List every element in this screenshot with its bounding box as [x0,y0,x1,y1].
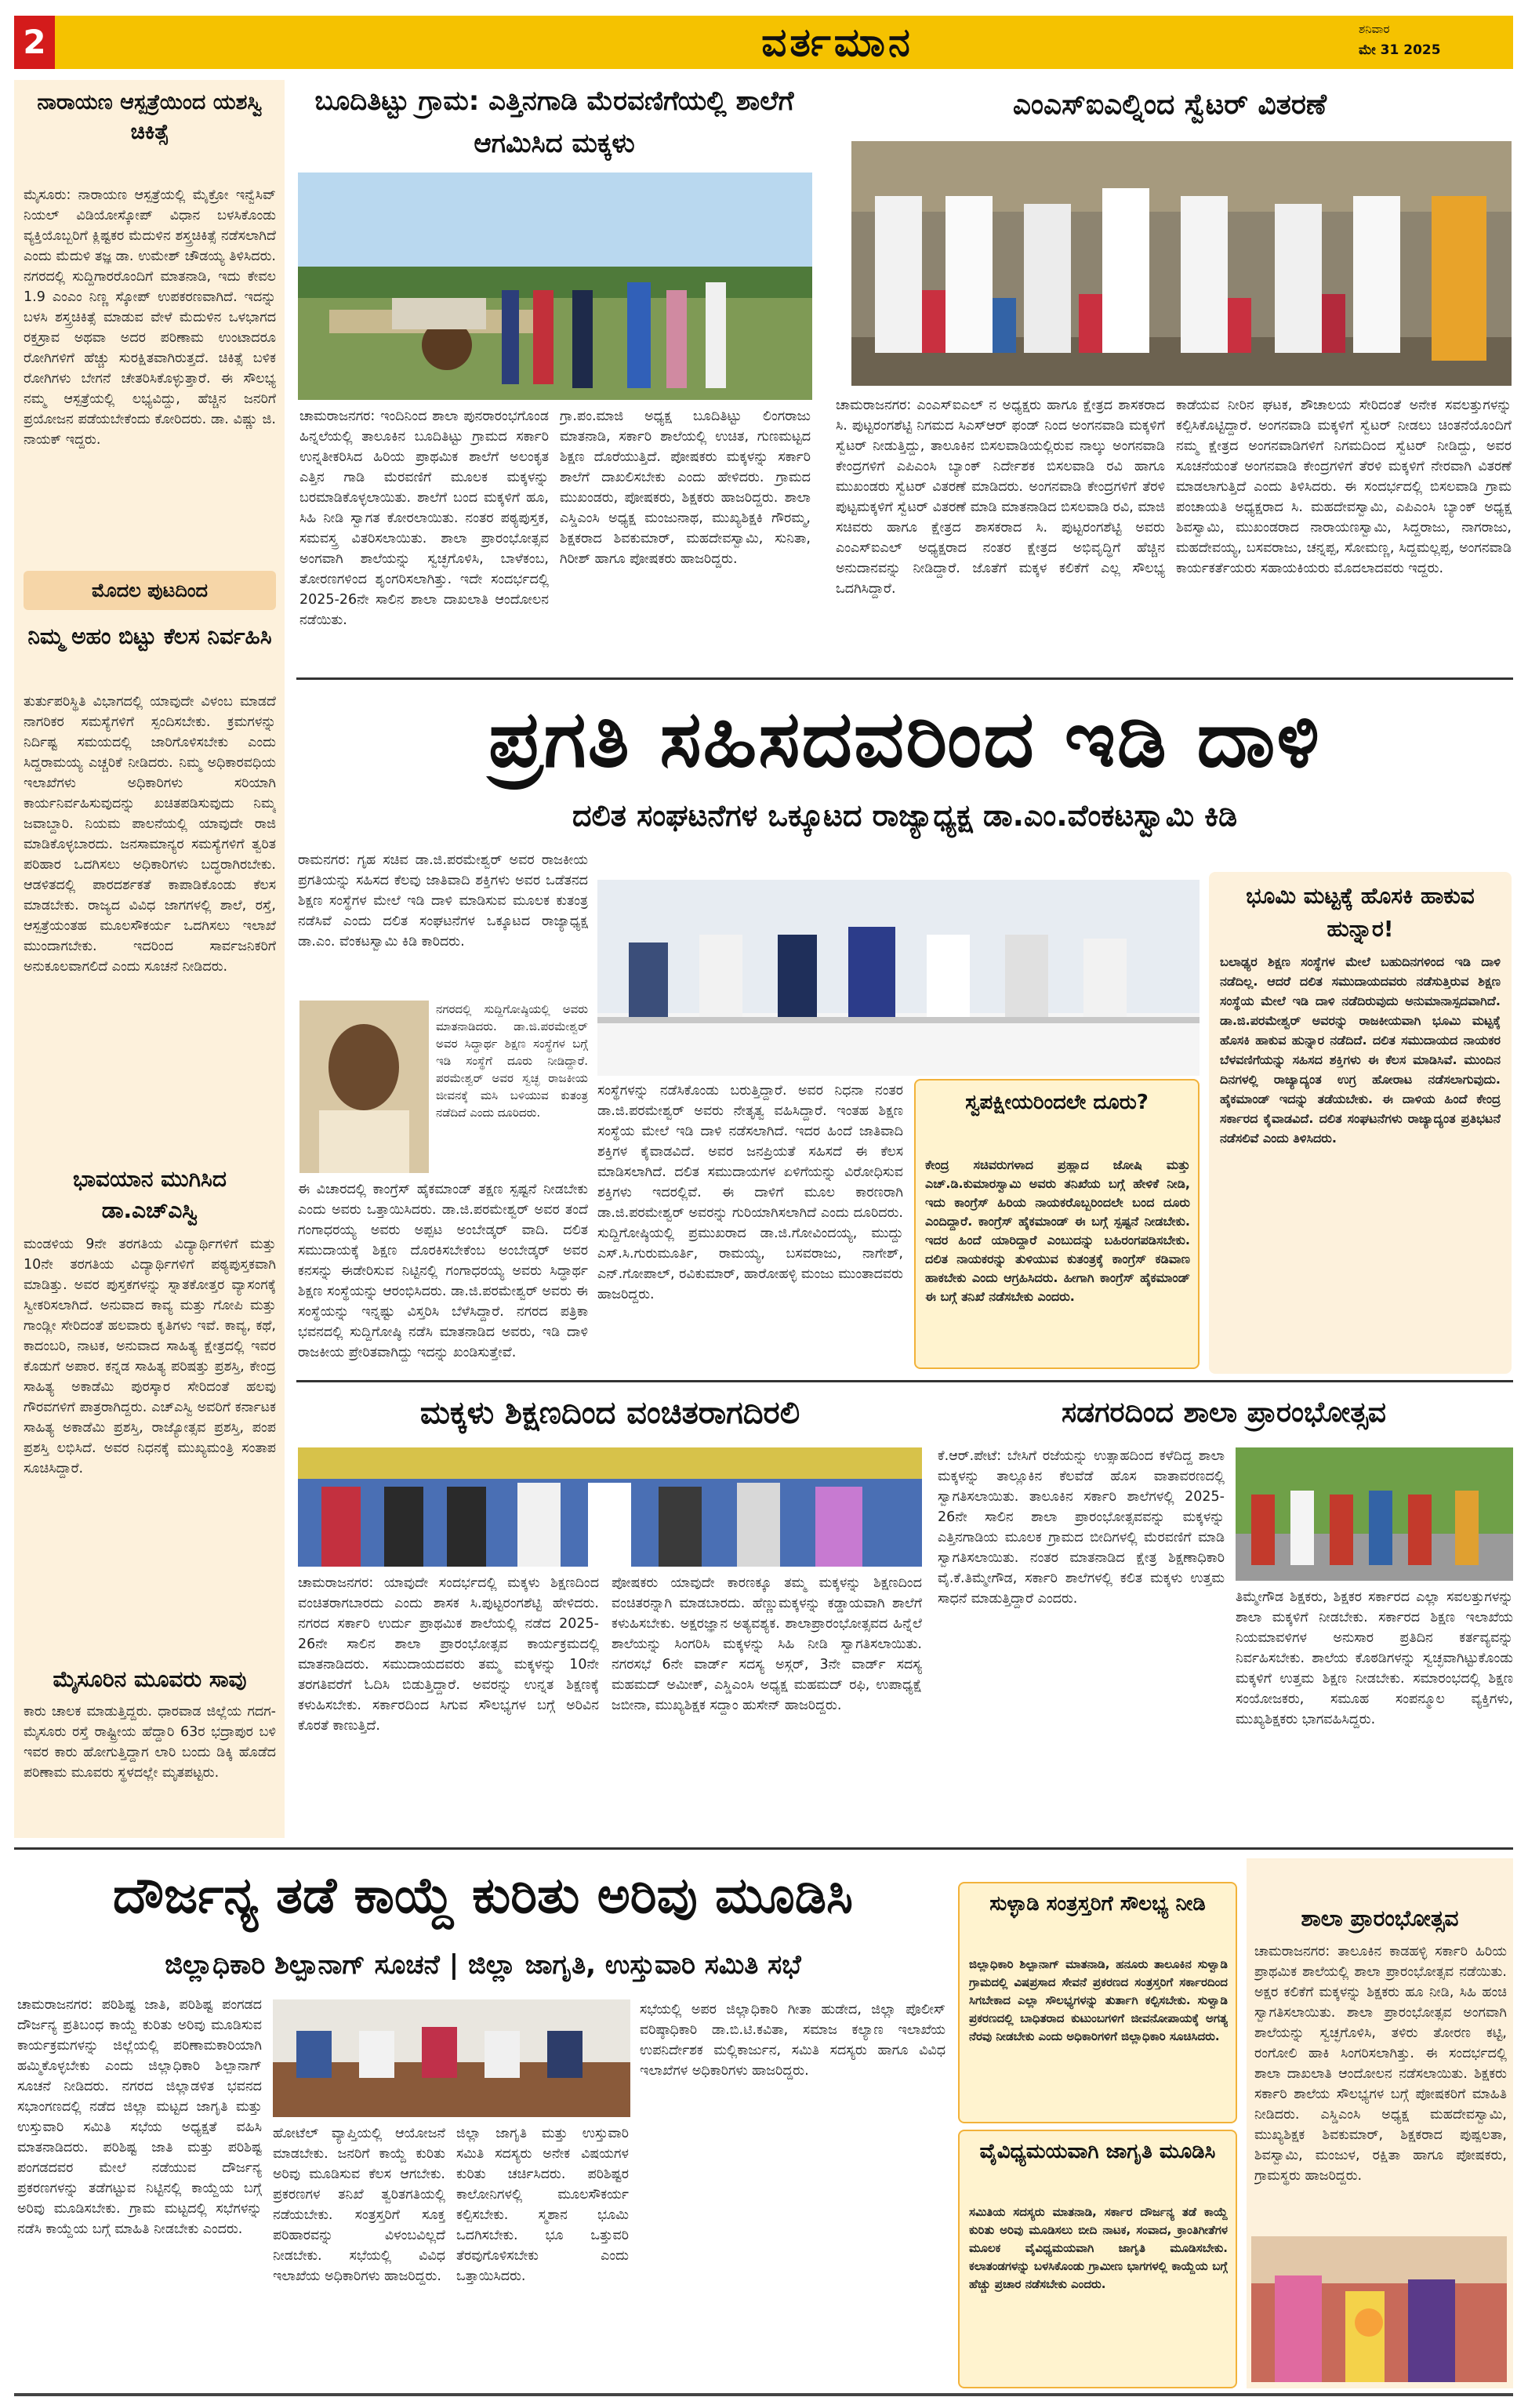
box-body: ಜಿಲ್ಲಾಧಿಕಾರಿ ಶಿಲ್ಪಾನಾಗ್ ಮಾತನಾಡಿ, ಹನೂರು ತಾಲೂಕಿನ ಸುಳ್ವಾಡಿ ಗ್ರಾಮದಲ್ಲಿ ವಿಷಪ್ರಸಾದ ಸೇವನೆ ಪ್ರಕರಣದ ಸಂತ್ರಸ್ತರಿಗೆ ಸರ್ಕಾರದಿಂದ ಸಿಗಬೇಕಾದ ಎಲ್ಲಾ ಸೌಲಭ್ಯಗಳನ್ನು ತುರ್ತಾಗಿ ಕಲ್ಪಿಸಬೇಕು. ಸುಳ್ವಾಡಿ ಪ್ರಕರಣದಲ್ಲಿ ಬಾಧಿತರಾದ ಕುಟುಂಬಗಳಿಗೆ ಜೀವನೋಪಾಯಕ್ಕೆ ಅಗತ್ಯ ನೆರವು ನೀಡಬೇಕು ಎಂದು ಅಧಿಕಾರಿಗಳಿಗೆ ಜಿಲ್ಲಾಧಿಕಾರಿ ಸೂಚಿಸಿದರು. [969,1957,1228,2043]
article-body: ಚಾಮರಾಜನಗರ: ತಾಲೂಕಿನ ಕಾಡಹಳ್ಳಿ ಸರ್ಕಾರಿ ಹಿರಿಯ ಪ್ರಾಥಮಿಕ ಶಾಲೆಯಲ್ಲಿ ಶಾಲಾ ಪ್ರಾರಂಭೋತ್ಸವ ನಡೆಯಿತು. ಅಕ್ಷರ ಕಲಿಕೆಗೆ ಮಕ್ಕಳನ್ನು ಶಿಕ್ಷಕರು ಹೂ ನೀಡಿ, ಸಿಹಿ ಹಂಚಿ ಸ್ವಾಗತಿಸಲಾಯಿತು. ಶಾಲಾ ಪ್ರಾರಂಭೋತ್ಸವ ಅಂಗವಾಗಿ ಶಾಲೆಯನ್ನು ಸ್ವಚ್ಛಗೊಳಿಸಿ, ತಳಿರು ತೋರಣ ಕಟ್ಟಿ, ರಂಗೋಲಿ ಹಾಕಿ ಸಿಂಗರಿಸಲಾಗಿತ್ತು. ಈ ಸಂದರ್ಭದಲ್ಲಿ ಶಾಲಾ ದಾಖಲಾತಿ ಆಂದೋಲನ ನಡೆಸಲಾಯಿತು. ಶಿಕ್ಷಕರು ಸರ್ಕಾರಿ ಶಾಲೆಯ ಸೌಲಭ್ಯಗಳ ಬಗ್ಗೆ ಪೋಷಕರಿಗೆ ಮಾಹಿತಿ ನೀಡಿದರು. ಎಸ್ಡಿಎಂಸಿ ಅಧ್ಯಕ್ಷ ಮಹದೇವಸ್ವಾಮಿ, ಮುಖ್ಯಶಿಕ್ಷಕ ಶಿವಕುಮಾರ್, ಶಿಕ್ಷಕರಾದ ಪುಷ್ಪಲತಾ, ಶಿವಸ್ವಾಮಿ, ಮಂಜುಳ, ರಕ್ಷಿತಾ ಹಾಗೂ ಪೋಷಕರು, ಗ್ರಾಮಸ್ಥರು ಹಾಜರಿದ್ದರು. [1254,1944,1507,2184]
photo-meeting [273,1999,630,2117]
article-body: ಕೆ.ಆರ್.ಪೇಟೆ: ಬೇಸಿಗೆ ರಜೆಯನ್ನು ಉತ್ಸಾಹದಿಂದ ಕಳೆದಿದ್ದ ಶಾಲಾ ಮಕ್ಕಳನ್ನು ತಾಲ್ಲೂಕಿನ ಕೆಲವೆಡೆ ಹೊಸ ವಾತಾವರಣದಲ್ಲಿ ಸ್ವಾಗತಿಸಲಾಯಿತು. ತಾಲೂಕಿನ ಸರ್ಕಾರಿ ಶಾಲೆಗಳಲ್ಲಿ 2025-26ನೇ ಸಾಲಿನ ಶಾಲಾ ಪ್ರಾರಂಭೋತ್ಸವವನ್ನು ಮಕ್ಕಳನ್ನು ಎತ್ತಿನಗಾಡಿಯ ಮೂಲಕ ಗ್ರಾಮದ ಬೀದಿಗಳಲ್ಲಿ ಮೆರವಣಿಗೆ ಮಾಡಿ ಸ್ವಾಗತಿಸಲಾಯಿತು. ನಂತರ ಮಾತನಾಡಿದ ಕ್ಷೇತ್ರ ಶಿಕ್ಷಣಾಧಿಕಾರಿ ವೈ.ಕೆ.ತಿಮ್ಮೇಗೌಡ, ಸರ್ಕಾರಿ ಶಾಲೆಗಳಲ್ಲಿ ಕಲಿತ ಮಕ್ಕಳು ಉತ್ತಮ ಸಾಧನೆ ಮಾಡುತ್ತಿದ್ದಾರೆ ಎಂದರು. [938,1448,1225,1607]
article-body: ರಾಮನಗರ: ಗೃಹ ಸಚಿವ ಡಾ.ಜಿ.ಪರಮೇಶ್ವರ್ ಅವರ ರಾಜಕೀಯ ಪ್ರಗತಿಯನ್ನು ಸಹಿಸದ ಕೆಲವು ಜಾತಿವಾದಿ ಶಕ್ತಿಗಳು ಅವರ ಒಡೆತನದ ಶಿಕ್ಷಣ ಸಂಸ್ಥೆಗಳ ಮೇಲೆ ಇಡಿ ದಾಳಿ ಮಾಡಿಸುವ ಮೂಲಕ ಕುತಂತ್ರ ನಡೆಸಿವೆ ಎಂದು ದಲಿತ ಸಂಘಟನೆಗಳ ಒಕ್ಕೂಟದ ರಾಜ್ಯಾಧ್ಯಕ್ಷ ಡಾ.ಎಂ. ವೆಂಕಟಸ್ವಾಮಿ ಕಿಡಿ ಕಾರಿದರು. [298,852,588,950]
box-body: ಕೇಂದ್ರ ಸಚಿವರುಗಳಾದ ಪ್ರಹ್ಲಾದ ಜೋಷಿ ಮತ್ತು ಎಚ್.ಡಿ.ಕುಮಾರಸ್ವಾಮಿ ಅವರು ತನಿಖೆಯ ಬಗ್ಗೆ ಹೇಳಿಕೆ ನೀಡಿ, ಇದು ಕಾಂಗ್ರೆಸ್ ಹಿರಿಯ ನಾಯಕರೊಬ್ಬರಿಂದಲೇ ಬಂದ ದೂರು ಎಂದಿದ್ದಾರೆ. ಕಾಂಗ್ರೆಸ್ ಹೈಕಮಾಂಡ್ ಈ ಬಗ್ಗೆ ಸ್ಪಷ್ಟನೆ ನೀಡಬೇಕು. ಇದರ ಹಿಂದೆ ಯಾರಿದ್ದಾರೆ ಎಂಬುದನ್ನು ಬಹಿರಂಗಪಡಿಸಬೇಕು. ದಲಿತ ನಾಯಕರನ್ನು ತುಳಿಯುವ ಕುತಂತ್ರಕ್ಕೆ ಕಾಂಗ್ರೆಸ್ ಕಡಿವಾಣ ಹಾಕಬೇಕು ಎಂದು ಆಗ್ರಹಿಸಿದರು. ಹೀಗಾಗಿ ಕಾಂಗ್ರೆಸ್ ಹೈಕಮಾಂಡ್ ಈ ಬಗ್ಗೆ ತನಿಖೆ ನಡೆಸಬೇಕು ಎಂದರು. [925,1157,1190,1304]
masthead-date: ಮೇ 31 2025 [1359,42,1441,58]
section-label: ಮೊದಲ ಪುಟದಿಂದ [24,571,276,610]
box-title: ಸುಳ್ಳಾಡಿ ಸಂತ್ರಸ್ತರಿಗೆ ಸೌಲಭ್ಯ ನೀಡಿ [989,1892,1206,1916]
article-title: ಮೈಸೂರಿನ ಮೂವರು ಸಾವು [53,1666,247,1692]
box-title: ವೈವಿಧ್ಯಮಯವಾಗಿ ಜಾಗೃತಿ ಮೂಡಿಸಿ [979,2140,1216,2163]
article-body: ಹೋಟೆಲ್ ವ್ಯಾಪ್ತಿಯಲ್ಲಿ ಆಯೋಜನೆ ಮಾಡಬೇಕು. ಜನರಿಗೆ ಕಾಯ್ದೆ ಕುರಿತು ಅರಿವು ಮೂಡಿಸುವ ಕೆಲಸ ಆಗಬೇಕು. ಪ್ರಕರಣಗಳ ತನಿಖೆ ತ್ವರಿತಗತಿಯಲ್ಲಿ ನಡೆಯಬೇಕು. ಸಂತ್ರಸ್ತರಿಗೆ ಸೂಕ್ತ ಪರಿಹಾರವನ್ನು ವಿಳಂಬವಿಲ್ಲದೆ ನೀಡಬೇಕು. ಸಭೆಯಲ್ಲಿ ವಿವಿಧ ಇಲಾಖೆಯ ಅಧಿಕಾರಿಗಳು ಹಾಜರಿದ್ದರು. [273,2126,445,2284]
article-body: ಕಾರು ಚಾಲಕ ಮಾಡುತ್ತಿದ್ದರು. ಧಾರವಾಡ ಜಿಲ್ಲೆಯ ಗದಗ-ಮೈಸೂರು ರಸ್ತೆ ರಾಷ್ಟ್ರೀಯ ಹೆದ್ದಾರಿ 63ರ ಭದ್ರಾಪುರ ಬಳಿ ಇವರ ಕಾರು ಹೋಗುತ್ತಿದ್ದಾಗ ಲಾರಿ ಬಂದು ಡಿಕ್ಕಿ ಹೊಡೆದ ಪರಿಣಾಮ ಮೂವರು ಸ್ಥಳದಲ್ಲೇ ಮೃತಪಟ್ಟರು. [24,1704,276,1781]
article-body: ಜಿಲ್ಲಾ ಜಾಗೃತಿ ಮತ್ತು ಉಸ್ತುವಾರಿ ಸಮಿತಿ ಸದಸ್ಯರು ಅನೇಕ ವಿಷಯಗಳ ಕುರಿತು ಚರ್ಚಿಸಿದರು. ಪರಿಶಿಷ್ಟರ ಕಾಲೋನಿಗಳಲ್ಲಿ ಮೂಲಸೌಕರ್ಯ ಕಲ್ಪಿಸಬೇಕು. ಸ್ಮಶಾನ ಭೂಮಿ ಒದಗಿಸಬೇಕು. ಭೂ ಒತ್ತುವರಿ ತೆರವುಗೊಳಿಸಬೇಕು ಎಂದು ಒತ್ತಾಯಿಸಿದರು. [456,2126,629,2284]
page-number: 2 [14,16,55,69]
divider [14,1847,1513,1850]
portrait-photo [299,1001,429,1173]
article-body: ಮಂಡಳಿಯ 9ನೇ ತರಗತಿಯ ವಿದ್ಯಾರ್ಥಿಗಳಿಗೆ ಮತ್ತು 10ನೇ ತರಗತಿಯ ವಿದ್ಯಾರ್ಥಿಗಳಿಗೆ ಪಠ್ಯಪುಸ್ತಕವಾಗಿ ಮಾಡಿತ್ತು. ಅವರ ಪುಸ್ತಕಗಳನ್ನು ಸ್ನಾತಕೋತ್ತರ ವ್ಯಾಸಂಗಕ್ಕೆ ಸ್ವೀಕರಿಸಲಾಗಿದೆ. ಅನುವಾದ ಕಾವ್ಯ ಮತ್ತು ಗೋಪಿ ಮತ್ತು ಗಾಂಡ್ಲೀ ಸೇರಿದಂತೆ ಹಲವಾರು ಕೃತಿಗಳು ಇವೆ. ಕಾವ್ಯ, ಕಥೆ, ಕಾದಂಬರಿ, ನಾಟಕ, ಅನುವಾದ ಸಾಹಿತ್ಯ ಕ್ಷೇತ್ರದಲ್ಲಿ ಇವರ ಕೊಡುಗೆ ಅಪಾರ. ಕನ್ನಡ ಸಾಹಿತ್ಯ ಪರಿಷತ್ತು ಪ್ರಶಸ್ತಿ, ಕೇಂದ್ರ ಸಾಹಿತ್ಯ ಅಕಾಡೆಮಿ ಪುರಸ್ಕಾರ ಸೇರಿದಂತೆ ಹಲವು ಗೌರವಗಳಿಗೆ ಪಾತ್ರರಾಗಿದ್ದರು. ಎಚ್ಎಸ್ವಿ ಅವರಿಗೆ ಕರ್ನಾಟಕ ಸಾಹಿತ್ಯ ಅಕಾಡೆಮಿ ಪ್ರಶಸ್ತಿ, ರಾಜ್ಯೋತ್ಸವ ಪ್ರಶಸ್ತಿ, ಪಂಪ ಪ್ರಶಸ್ತಿ ಲಭಿಸಿದೆ. ಅವರ ನಿಧನಕ್ಕೆ ಮುಖ್ಯಮಂತ್ರಿ ಸಂತಾಪ ಸೂಚಿಸಿದ್ದಾರೆ. [24,1237,276,1476]
article-body: ಸಭೆಯಲ್ಲಿ ಅಪರ ಜಿಲ್ಲಾಧಿಕಾರಿ ಗೀತಾ ಹುಡೇದ, ಜಿಲ್ಲಾ ಪೊಲೀಸ್ ವರಿಷ್ಠಾಧಿಕಾರಿ ಡಾ.ಬಿ.ಟಿ.ಕವಿತಾ, ಸಮಾಜ ಕಲ್ಯಾಣ ಇಲಾಖೆಯ ಉಪನಿರ್ದೇಶಕ ಮಲ್ಲಿಕಾರ್ಜುನ, ಸಮಿತಿ ಸದಸ್ಯರು ಹಾಗೂ ವಿವಿಧ ಇಲಾಖೆಗಳ ಅಧಿಕಾರಿಗಳು ಹಾಜರಿದ್ದರು. [640,2002,945,2079]
article-body: ಗ್ರಾ.ಪಂ.ಮಾಜಿ ಅಧ್ಯಕ್ಷ ಬೂದಿತಿಟ್ಟು ಲಿಂಗರಾಜು ಮಾತನಾಡಿ, ಸರ್ಕಾರಿ ಶಾಲೆಯಲ್ಲಿ ಉಚಿತ, ಗುಣಮಟ್ಟದ ಶಿಕ್ಷಣ ದೊರೆಯುತ್ತಿದೆ. ಪೋಷಕರು ಮಕ್ಕಳನ್ನು ಸರ್ಕಾರಿ ಶಾಲೆಗೆ ದಾಖಲಿಸಬೇಕು ಎಂದು ಹೇಳಿದರು. ಗ್ರಾಮದ ಮುಖಂಡರು, ಪೋಷಕರು, ಶಿಕ್ಷಕರು ಹಾಜರಿದ್ದರು. ಶಾಲಾ ಎಸ್ಡಿಎಂಸಿ ಅಧ್ಯಕ್ಷ ಮಂಜುನಾಥ, ಮುಖ್ಯಶಿಕ್ಷಕಿ ಗೌರಮ್ಮ, ಶಿಕ್ಷಕರಾದ ಶಿವಕುಮಾರ್, ಮಹದೇವಸ್ವಾಮಿ, ಸುನಿತಾ, ಗಿರೀಶ್ ಹಾಗೂ ಪೋಷಕರು ಹಾಜರಿದ್ದರು. [560,409,811,567]
divider [296,677,1513,680]
lead-subhead: ದಲಿತ ಸಂಘಟನೆಗಳ ಒಕ್ಕೂಟದ ರಾಜ್ಯಾಧ್ಯಕ್ಷ ಡಾ.ಎಂ.ವೆಂಕಟಸ್ವಾಮಿ ಕಿಡಿ [572,798,1238,833]
box-title: ಭೂಮಿ ಮಟ್ಟಕ್ಕೆ ಹೊಸಕಿ ಹಾಕುವ ಹುನ್ನಾರ! [1246,883,1475,942]
article-title: ಶಾಲಾ ಪ್ರಾರಂಭೋತ್ಸವ [1301,1905,1459,1931]
article-body: ಕಾಡೆಯವ ನೀರಿನ ಘಟಕ, ಶೌಚಾಲಯ ಸೇರಿದಂತೆ ಅನೇಕ ಸವಲತ್ತುಗಳನ್ನು ಕಲ್ಪಿಸಿಕೊಟ್ಟಿದ್ದಾರೆ. ಅಂಗನವಾಡಿ ಮಕ್ಕಳಿಗೆ ಸ್ವೆಟರ್ ನೀಡಲು ಚಿಂತನೆಯೊಂದಿಗೆ ನಮ್ಮ ಕ್ಷೇತ್ರದ ಅಂಗನವಾಡಿಗಳಿಗೆ ನಿಗಮದಿಂದ ಸ್ವೆಟರ್ ನೀಡಿದ್ದು, ಅವರ ಸೂಚನೆಯಂತೆ ಅಂಗನವಾಡಿ ಕೇಂದ್ರಗಳಿಗೆ ತೆರಳಿ ಮಕ್ಕಳಿಗೆ ನೇರವಾಗಿ ವಿತರಣೆ ಮಾಡಲಾಗುತ್ತಿದೆ ಎಂದು ತಿಳಿಸಿದರು. ಈ ಸಂದರ್ಭದಲ್ಲಿ ಬಿಸಲವಾಡಿ ಗ್ರಾಮ ಪಂಚಾಯತಿ ಅಧ್ಯಕ್ಷರಾದ ಸಿ. ಮಹದೇವಸ್ವಾಮಿ, ಎಪಿಎಂಸಿ ಬ್ಯಾಂಕ್ ಅಧ್ಯಕ್ಷ ಶಿವಸ್ವಾಮಿ, ಮುಖಂಡರಾದ ನಾರಾಯಣಸ್ವಾಮಿ, ಸಿದ್ದರಾಜು, ನಾಗರಾಜು, ಮಹದೇವಯ್ಯ, ಬಸವರಾಜು, ಚನ್ನಪ್ಪ, ಸೋಮಣ್ಣ, ಸಿದ್ದಮಲ್ಲಪ್ಪ, ಅಂಗನವಾಡಿ ಕಾರ್ಯಕರ್ತೆಯರು ಸಹಾಯಕಿಯರು ಮೊದಲಾದವರು ಇದ್ದರು. [1176,398,1512,576]
masthead-day: ಶನಿವಾರ [1359,22,1390,36]
article-body: ಚಾಮರಾಜನಗರ: ಇಂದಿನಿಂದ ಶಾಲಾ ಪುನರಾರಂಭಗೊಂಡ ಹಿನ್ನಲೆಯಲ್ಲಿ ತಾಲೂಕಿನ ಬೂದಿತಿಟ್ಟು ಗ್ರಾಮದ ಸರ್ಕಾರಿ ಉನ್ನತೀಕರಿಸಿದ ಹಿರಿಯ ಪ್ರಾಥಮಿಕ ಶಾಲೆಗೆ ಅಲಂಕೃತ ಎತ್ತಿನ ಗಾಡಿ ಮೆರವಣಿಗೆ ಮೂಲಕ ಮಕ್ಕಳನ್ನು ಬರಮಾಡಿಕೊಳ್ಳಲಾಯಿತು. ಶಾಲೆಗೆ ಬಂದ ಮಕ್ಕಳಿಗೆ ಹೂ, ಸಿಹಿ ನೀಡಿ ಸ್ವಾಗತ ಕೋರಲಾಯಿತು. ನಂತರ ಪಠ್ಯಪುಸ್ತಕ, ಸಮವಸ್ತ್ರ ವಿತರಿಸಲಾಯಿತು. ಶಾಲಾ ಪ್ರಾರಂಭೋತ್ಸವ ಅಂಗವಾಗಿ ಶಾಲೆಯನ್ನು ಸ್ವಚ್ಛಗೊಳಿಸಿ, ಬಾಳೆಕಂಬ, ತೋರಣಗಳಿಂದ ಶೃಂಗರಿಸಲಾಗಿತ್ತು. ಇದೇ ಸಂದರ್ಭದಲ್ಲಿ 2025-26ನೇ ಸಾಲಿನ ಶಾಲಾ ದಾಖಲಾತಿ ಆಂದೋಲನ ನಡೆಯಿತು. [299,409,549,628]
article-body: ಪೋಷಕರು ಯಾವುದೇ ಕಾರಣಕ್ಕೂ ತಮ್ಮ ಮಕ್ಕಳನ್ನು ಶಿಕ್ಷಣದಿಂದ ವಂಚಿತರನ್ನಾಗಿ ಮಾಡಬಾರದು. ಹೆಣ್ಣುಮಕ್ಕಳನ್ನು ಕಡ್ಡಾಯವಾಗಿ ಶಾಲೆಗೆ ಕಳುಹಿಸಬೇಕು. ಅಕ್ಷರಜ್ಞಾನ ಅತ್ಯವಶ್ಯಕ. ಶಾಲಾಪ್ರಾರಂಭೋತ್ಸವದ ಹಿನ್ನೆಲೆ ಶಾಲೆಯನ್ನು ಸಿಂಗರಿಸಿ ಮಕ್ಕಳನ್ನು ಸಿಹಿ ನೀಡಿ ಸ್ವಾಗತಿಸಲಾಯಿತು. ನಗರಸಭೆ 6ನೇ ವಾರ್ಡ್ ಸದಸ್ಯ ಅಸ್ಗರ್, 3ನೇ ವಾರ್ಡ್ ಸದಸ್ಯ ಮಹಮದ್ ಅಮೀಕ್, ಎಸ್ಡಿಎಂಸಿ ಅಧ್ಯಕ್ಷ ಮಹಮದ್ ರಫಿ, ಉಪಾಧ್ಯಕ್ಷೆ ಜಬೀನಾ, ಮುಖ್ಯಶಿಕ್ಷಕ ಸದ್ದಾಂ ಹುಸೇನ್ ಹಾಜರಿದ್ದರು. [612,1575,922,1713]
lead-headline: ಪ್ರಗತಿ ಸಹಿಸದವರಿಂದ ಇಡಿ ದಾಳಿ [488,693,1321,785]
article-title: ಮಕ್ಕಳು ಶಿಕ್ಷಣದಿಂದ ವಂಚಿತರಾಗದಿರಲಿ [419,1395,800,1431]
article-title: ನಾರಾಯಣ ಆಸ್ಪತ್ರೆಯಿಂದ ಯಶಸ್ವಿ ಚಿಕಿತ್ಸೆ [37,90,263,144]
footer-line [14,2393,1513,2396]
article-title: ಭಾವಯಾನ ಮುಗಿಸಿದ ಡಾ.ಎಚ್ಎಸ್ವಿ [73,1166,227,1223]
article-body: ಮೈಸೂರು: ನಾರಾಯಣ ಆಸ್ಪತ್ರೆಯಲ್ಲಿ ಮೈಕ್ರೋ ಇನ್ವೆಸಿವ್ ನಿಯಲ್ ವಿಡಿಯೋಸ್ಕೋಪ್ ವಿಧಾನ ಬಳಸಿಕೊಂಡು ವ್ಯಕ್ತಿಯೊಬ್ಬರಿಗೆ ಕ್ಲಿಷ್ಟಕರ ಮೆದುಳಿನ ಶಸ್ತ್ರಚಿಕಿತ್ಸೆ ನಡೆಸಲಾಗಿದೆ ಎಂದು ಮೆದುಳಿ ತಜ್ಞ ಡಾ. ಉಮೇಶ್ ಚೌಡಯ್ಯ ತಿಳಿಸಿದರು. ನಗರದಲ್ಲಿ ಸುದ್ದಿಗಾರರೊಂದಿಗೆ ಮಾತನಾಡಿ, ಇದು ಕೇವಲ 1.9 ಎಂಎಂ ನಿಣ್ಣ ಸ್ಕೋಪ್ ಉಪಕರಣವಾಗಿದೆ. ಇದನ್ನು ಬಳಸಿ ಶಸ್ತ್ರಚಿಕಿತ್ಸೆ ಮಾಡುವ ವೇಳೆ ಮೆದುಳಿನ ಒಳಭಾಗದ ರಕ್ತಸ್ರಾವ ಅಥವಾ ಅದರ ಪರಿಣಾಮ ಉಂಟಾದರೂ ರೋಗಿಗಳಿಗೆ ಹೆಚ್ಚು ಸುರಕ್ಷಿತವಾಗಿರುತ್ತದೆ. ಚಿಕಿತ್ಸೆ ಬಳಿಕ ರೋಗಿಗಳು ಬೇಗನೆ ಚೇತರಿಸಿಕೊಳ್ಳುತ್ತಾರೆ. ಈ ಸೌಲಭ್ಯ ನಮ್ಮ ಆಸ್ಪತ್ರೆಯಲ್ಲಿ ಲಭ್ಯವಿದ್ದು, ಹೆಚ್ಚಿನ ಜನರಿಗೆ ಪ್ರಯೋಜನ ಪಡೆಯಬೇಕೆಂದು ಕೋರಿದರು. ಡಾ. ವಿಷ್ಣು ಜಿ. ನಾಯಕ್ ಇದ್ದರು. [24,187,276,448]
article-body: ತುರ್ತುಪರಿಸ್ಥಿತಿ ವಿಭಾಗದಲ್ಲಿ ಯಾವುದೇ ವಿಳಂಬ ಮಾಡದೆ ನಾಗರಿಕರ ಸಮಸ್ಯೆಗಳಿಗೆ ಸ್ಪಂದಿಸಬೇಕು. ಕ್ರಮಗಳನ್ನು ನಿರ್ದಿಷ್ಟ ಸಮಯದಲ್ಲಿ ಜಾರಿಗೊಳಿಸಬೇಕು ಎಂದು ಸಿದ್ದರಾಮಯ್ಯ ಎಚ್ಚರಿಕೆ ನೀಡಿದರು. ನಿಮ್ಮ ಅಧಿಕಾರವಧಿಯ ಇಲಾಖೆಗಳು ಅಧಿಕಾರಿಗಳು ಸರಿಯಾಗಿ ಕಾರ್ಯನಿರ್ವಹಿಸುವುದನ್ನು ಖಚಿತಪಡಿಸುವುದು ನಿಮ್ಮ ಜವಾಬ್ದಾರಿ. ನಿಯಮ ಪಾಲನೆಯಲ್ಲಿ ಯಾವುದೇ ರಾಜಿ ಮಾಡಿಕೊಳ್ಳಬಾರದು. ಜನಸಾಮಾನ್ಯರ ಸಮಸ್ಯೆಗಳಿಗೆ ತ್ವರಿತ ಪರಿಹಾರ ಒದಗಿಸಲು ಅಧಿಕಾರಿಗಳು ಬದ್ಧರಾಗಿರಬೇಕು. ಆಡಳಿತದಲ್ಲಿ ಪಾರದರ್ಶಕತೆ ಕಾಪಾಡಿಕೊಂಡು ಕೆಲಸ ಮಾಡಬೇಕು. ರಾಜ್ಯದ ವಿವಿಧ ಜಾಗಗಳಲ್ಲಿ ಶಾಲೆ, ರಸ್ತೆ, ಆಸ್ಪತ್ರೆಯಂತಹ ಮೂಲಸೌಕರ್ಯ ಒದಗಿಸಲು ಇಲಾಖೆ ಮುಂದಾಗಬೇಕು. ಇದರಿಂದ ಸಾರ್ವಜನಿಕರಿಗೆ ಅನುಕೂಲವಾಗಲಿದೆ ಎಂದು ಸೂಚನೆ ನೀಡಿದರು. [24,694,276,975]
masthead [14,16,1513,69]
box-body: ಬಲಾಢ್ಯರ ಶಿಕ್ಷಣ ಸಂಸ್ಥೆಗಳ ಮೇಲೆ ಬಹುದಿನಗಳಿಂದ ಇಡಿ ದಾಳಿ ನಡೆದಿಲ್ಲ. ಆದರೆ ದಲಿತ ಸಮುದಾಯದವರು ನಡೆಸುತ್ತಿರುವ ಶಿಕ್ಷಣ ಸಂಸ್ಥೆಯ ಮೇಲೆ ಇಡಿ ದಾಳಿ ನಡೆದಿರುವುದು ಅನುಮಾನಾಸ್ಪದವಾಗಿದೆ. ಡಾ.ಜಿ.ಪರಮೇಶ್ವರ್ ಅವರನ್ನು ರಾಜಕೀಯವಾಗಿ ಭೂಮಿ ಮಟ್ಟಕ್ಕೆ ಹೊಸಕಿ ಹಾಕುವ ಹುನ್ನಾರ ನಡೆದಿದೆ. ದಲಿತ ಸಮುದಾಯದ ನಾಯಕರ ಬೆಳವಣಿಗೆಯನ್ನು ಸಹಿಸದ ಶಕ್ತಿಗಳು ಈ ಕೆಲಸ ಮಾಡಿಸಿವೆ. ಮುಂದಿನ ದಿನಗಳಲ್ಲಿ ರಾಜ್ಯಾದ್ಯಂತ ಉಗ್ರ ಹೋರಾಟ ನಡೆಸಲಾಗುವುದು. ಹೈಕಮಾಂಡ್ ಇದನ್ನು ತಡೆಯಬೇಕು. ಈ ದಾಳಿಯ ಹಿಂದೆ ಕೇಂದ್ರ ಸರ್ಕಾರದ ಕೈವಾಡವಿದೆ. ದಲಿತ ಸಂಘಟನೆಗಳು ರಾಜ್ಯಾದ್ಯಂತ ಪ್ರತಿಭಟನೆ ನಡೆಸಲಿವೆ ಎಂದು ತಿಳಿಸಿದರು. [1220,954,1501,1146]
article-title: ಎಂಎಸ್ಐಎಲ್ನಿಂದ ಸ್ವೆಟರ್ ವಿತರಣೆ [1012,89,1327,121]
divider [296,1380,1513,1382]
article-body: ಚಾಮರಾಜನಗರ: ಯಾವುದೇ ಸಂದರ್ಭದಲ್ಲಿ ಮಕ್ಕಳು ಶಿಕ್ಷಣದಿಂದ ವಂಚಿತರಾಗಬಾರದು ಎಂದು ಶಾಸಕ ಸಿ.ಪುಟ್ಟರಂಗಶೆಟ್ಟಿ ಹೇಳಿದರು. ನಗರದ ಸರ್ಕಾರಿ ಉರ್ದು ಪ್ರಾಥಮಿಕ ಶಾಲೆಯಲ್ಲಿ ನಡೆದ 2025-26ನೇ ಸಾಲಿನ ಶಾಲಾ ಪ್ರಾರಂಭೋತ್ಸವ ಕಾರ್ಯಕ್ರಮದಲ್ಲಿ ಮಾತನಾಡಿದರು. ಸಮುದಾಯದವರು ತಮ್ಮ ಮಕ್ಕಳನ್ನು 10ನೇ ತರಗತಿವರೆಗೆ ಓದಿಸಿ ಬಿಡುತ್ತಿದ್ದಾರೆ. ಅವರನ್ನು ಉನ್ನತ ಶಿಕ್ಷಣಕ್ಕೆ ಕಳುಹಿಸಬೇಕು. ಸರ್ಕಾರದಿಂದ ಸಿಗುವ ಸೌಲಭ್ಯಗಳ ಬಗ್ಗೆ ಅರಿವಿನ ಕೊರತೆ ಕಾಣುತ್ತಿದೆ. [298,1575,599,1734]
article-title: ಸಡಗರದಿಂದ ಶಾಲಾ ಪ್ರಾರಂಭೋತ್ಸವ [1062,1396,1386,1429]
box-title: ಸ್ವಪಕ್ಷೀಯರಿಂದಲೇ ದೂರು? [965,1091,1149,1114]
article-title: ನಿಮ್ಮ ಅಹಂ ಬಿಟ್ಟು ಕೆಲಸ ನಿರ್ವಹಿಸಿ [27,623,272,649]
bottom-headline: ದೌರ್ಜನ್ಯ ತಡೆ ಕಾಯ್ದೆ ಕುರಿತು ಅರಿವು ಮೂಡಿಸಿ [112,1867,854,1925]
photo-press-meet [597,880,1200,1076]
photo-bullock-cart [298,173,812,400]
article-title: ಬೂದಿತಿಟ್ಟು ಗ್ರಾಮ: ಎತ್ತಿನಗಾಡಿ ಮೆರವಣಿಗೆಯಲ್ಲಿ ಶಾಲೆಗೆ ಆಗಮಿಸಿದ ಮಕ್ಕಳು [314,85,794,159]
article-body: ಸಂಸ್ಥೆಗಳನ್ನು ನಡೆಸಿಕೊಂಡು ಬರುತ್ತಿದ್ದಾರೆ. ಅವರ ನಿಧನಾ ನಂತರ ಡಾ.ಜಿ.ಪರಮೇಶ್ವರ್ ಅವರು ನೇತೃತ್ವ ವಹಿಸಿದ್ದಾರೆ. ಇಂತಹ ಶಿಕ್ಷಣ ಸಂಸ್ಥೆಯ ಮೇಲೆ ಇಡಿ ದಾಳಿ ನಡೆಸಲಾಗಿದೆ. ಇದರ ಹಿಂದೆ ಜಾತಿವಾದಿ ಶಕ್ತಿಗಳ ಕೈವಾಡವಿದೆ. ಅವರ ಜನಪ್ರಿಯತೆ ಸಹಿಸದೆ ಈ ಕೆಲಸ ಮಾಡಿಸಲಾಗಿದೆ. ದಲಿತ ಸಮುದಾಯಗಳ ಏಳಿಗೆಯನ್ನು ವಿರೋಧಿಸುವ ಶಕ್ತಿಗಳು ಇದರಲ್ಲಿವೆ. ಈ ದಾಳಿಗೆ ಮೂಲ ಕಾರಣರಾಗಿ ಡಾ.ಜಿ.ಪರಮೇಶ್ವರ್ ಅವರನ್ನು ಗುರಿಯಾಗಿಸಲಾಗಿದೆ ಎಂದು ದೂರಿದರು. ಸುದ್ದಿಗೋಷ್ಠಿಯಲ್ಲಿ ಪ್ರಮುಖರಾದ ಡಾ.ಜಿ.ಗೋವಿಂದಯ್ಯ, ಮುದ್ದು ಎಸ್.ಸಿ.ಗುರುಮೂರ್ತಿ, ರಾಮಯ್ಯ, ಬಸವರಾಜು, ನಾಗೇಶ್, ಎನ್.ಗೋಪಾಲ್, ರವಿಕುಮಾರ್, ಹಾರೋಹಳ್ಳಿ ಮಂಜು ಮುಂತಾದವರು ಹಾಜರಿದ್ದರು. [597,1083,903,1302]
article-body: ತಿಮ್ಮೇಗೌಡ ಶಿಕ್ಷಕರು, ಶಿಕ್ಷಕರ ಸರ್ಕಾರದ ಎಲ್ಲಾ ಸವಲತ್ತುಗಳನ್ನು ಶಾಲಾ ಮಕ್ಕಳಿಗೆ ನೀಡಬೇಕು. ಸರ್ಕಾರದ ಶಿಕ್ಷಣ ಇಲಾಖೆಯ ನಿಯಮಾವಳಿಗಳ ಅನುಸಾರ ಪ್ರತಿದಿನ ಕರ್ತವ್ಯವನ್ನು ನಿರ್ವಹಿಸಬೇಕು. ಶಾಲೆಯ ಕೊಠಡಿಗಳನ್ನು ಸ್ವಚ್ಛವಾಗಿಟ್ಟುಕೊಂಡು ಮಕ್ಕಳಿಗೆ ಉತ್ತಮ ಶಿಕ್ಷಣ ನೀಡಬೇಕು. ಸಮಾರಂಭದಲ್ಲಿ ಶಿಕ್ಷಣ ಸಂಯೋಜಕರು, ಸಮೂಹ ಸಂಪನ್ಮೂಲ ವ್ಯಕ್ತಿಗಳು, ಮುಖ್ಯಶಿಕ್ಷಕರು ಭಾಗವಹಿಸಿದ್ದರು. [1236,1589,1513,1727]
article-body: ಚಾಮರಾಜನಗರ: ಪರಿಶಿಷ್ಟ ಜಾತಿ, ಪರಿಶಿಷ್ಟ ಪಂಗಡದ ದೌರ್ಜನ್ಯ ಪ್ರತಿಬಂಧ ಕಾಯ್ದೆ ಕುರಿತು ಅರಿವು ಮೂಡಿಸುವ ಕಾರ್ಯಕ್ರಮಗಳನ್ನು ಜಿಲ್ಲೆಯಲ್ಲಿ ಪರಿಣಾಮಕಾರಿಯಾಗಿ ಹಮ್ಮಿಕೊಳ್ಳಬೇಕು ಎಂದು ಜಿಲ್ಲಾಧಿಕಾರಿ ಶಿಲ್ಪಾನಾಗ್ ಸೂಚನೆ ನೀಡಿದರು. ನಗರದ ಜಿಲ್ಲಾಡಳಿತ ಭವನದ ಸಭಾಂಗಣದಲ್ಲಿ ನಡೆದ ಜಿಲ್ಲಾ ಮಟ್ಟದ ಜಾಗೃತಿ ಮತ್ತು ಉಸ್ತುವಾರಿ ಸಮಿತಿ ಸಭೆಯ ಅಧ್ಯಕ್ಷತೆ ವಹಿಸಿ ಮಾತನಾಡಿದರು. ಪರಿಶಿಷ್ಟ ಜಾತಿ ಮತ್ತು ಪರಿಶಿಷ್ಟ ಪಂಗಡದವರ ಮೇಲೆ ನಡೆಯುವ ದೌರ್ಜನ್ಯ ಪ್ರಕರಣಗಳನ್ನು ತಡೆಗಟ್ಟುವ ನಿಟ್ಟಿನಲ್ಲಿ ಕಾಯ್ದೆಯ ಬಗ್ಗೆ ಅರಿವು ಮೂಡಿಸಬೇಕು. ಗ್ರಾಮ ಮಟ್ಟದಲ್ಲಿ ಸಭೆಗಳನ್ನು ನಡೆಸಿ ಕಾಯ್ದೆಯ ಬಗ್ಗೆ ಮಾಹಿತಿ ನೀಡಬೇಕು ಎಂದರು. [17,1997,262,2237]
masthead-title: ವರ್ತಮಾನ [761,20,913,65]
photo-school-event [298,1447,922,1567]
photo-procession [1236,1447,1513,1581]
photo-school-welcome [1251,2236,1507,2382]
box-body: ಸಮಿತಿಯ ಸದಸ್ಯರು ಮಾತನಾಡಿ, ಸರ್ಕಾರ ದೌರ್ಜನ್ಯ ತಡೆ ಕಾಯ್ದೆ ಕುರಿತು ಅರಿವು ಮೂಡಿಸಲು ಬೀದಿ ನಾಟಕ, ಸಂವಾದ, ಕ್ರಾಂತಿಗೀತೆಗಳ ಮೂಲಕ ವೈವಿಧ್ಯಮಯವಾಗಿ ಜಾಗೃತಿ ಮೂಡಿಸಬೇಕು. ಕಲಾತಂಡಗಳನ್ನು ಬಳಸಿಕೊಂಡು ಗ್ರಾಮೀಣ ಭಾಗಗಳಲ್ಲಿ ಕಾಯ್ದೆಯ ಬಗ್ಗೆ ಹೆಚ್ಚು ಪ್ರಚಾರ ನಡೆಸಬೇಕು ಎಂದರು. [969,2205,1228,2291]
article-body: ನಗರದಲ್ಲಿ ಸುದ್ದಿಗೋಷ್ಠಿಯಲ್ಲಿ ಅವರು ಮಾತನಾಡಿದರು. ಡಾ.ಜಿ.ಪರಮೇಶ್ವರ್ ಅವರ ಸಿದ್ಧಾರ್ಥ ಶಿಕ್ಷಣ ಸಂಸ್ಥೆಗಳ ಬಗ್ಗೆ ಇಡಿ ಸಂಸ್ಥೆಗೆ ದೂರು ನೀಡಿದ್ದಾರೆ. ಪರಮೇಶ್ವರ್ ಅವರ ಸ್ವಚ್ಛ ರಾಜಕೀಯ ಜೀವನಕ್ಕೆ ಮಸಿ ಬಳಿಯುವ ಕುತಂತ್ರ ನಡೆದಿದೆ ಎಂದು ದೂರಿದರು. [436,1002,588,1120]
photo-sweater-distribution [851,141,1512,386]
bottom-subhead: ಜಿಲ್ಲಾಧಿಕಾರಿ ಶಿಲ್ಪಾನಾಗ್ ಸೂಚನೆ | ಜಿಲ್ಲಾ ಜಾಗೃತಿ, ಉಸ್ತುವಾರಿ ಸಮಿತಿ ಸಭೆ [165,1949,801,1981]
article-body: ಚಾಮರಾಜನಗರ: ಎಂಎಸ್ಐಎಲ್ ನ ಅಧ್ಯಕ್ಷರು ಹಾಗೂ ಕ್ಷೇತ್ರದ ಶಾಸಕರಾದ ಸಿ. ಪುಟ್ಟರಂಗಶೆಟ್ಟಿ ನಿಗಮದ ಸಿಎಸ್ಆರ್ ಫಂಡ್ ನಿಂದ ಅಂಗನವಾಡಿ ಮಕ್ಕಳಿಗೆ ಸ್ವೆಟರ್ ನೀಡುತ್ತಿದ್ದು, ತಾಲೂಕಿನ ಬಿಸಲವಾಡಿಯಲ್ಲಿರುವ ನಾಲ್ಕು ಅಂಗನವಾಡಿ ಕೇಂದ್ರಗಳಿಗೆ ಎಪಿಎಂಸಿ ಬ್ಯಾಂಕ್ ನಿರ್ದೇಶಕ ಬಿಸಲವಾಡಿ ರವಿ ಹಾಗೂ ಮುಖಂಡರು ಸ್ವೆಟರ್ ವಿತರಣೆ ಮಾಡಿದರು. ಅಂಗನವಾಡಿ ಕೇಂದ್ರಗಳಿಗೆ ತೆರಳಿ ಪುಟ್ಟಮಕ್ಕಳಿಗೆ ಸ್ವೆಟರ್ ವಿತರಣೆ ಮಾಡಿ ಮಾತನಾಡಿದ ಬಿಸಲವಾಡಿ ರವಿ, ಮಾಜಿ ಸಚಿವರು ಹಾಗೂ ಕ್ಷೇತ್ರದ ಶಾಸಕರಾದ ಸಿ. ಪುಟ್ಟರಂಗಶೆಟ್ಟಿ ಅವರು ಎಂಎಸ್ಐಎಲ್ ಅಧ್ಯಕ್ಷರಾದ ನಂತರ ಕ್ಷೇತ್ರದ ಅಭಿವೃದ್ಧಿಗೆ ಹೆಚ್ಚಿನ ಅನುದಾನವನ್ನು ನೀಡಿದ್ದಾರೆ. ಜೊತೆಗೆ ಮಕ್ಕಳ ಕಲಿಕೆಗೆ ಎಲ್ಲ ಸೌಲಭ್ಯ ಒದಗಿಸಿದ್ದಾರೆ. [836,398,1165,597]
article-body: ಈ ವಿಚಾರದಲ್ಲಿ ಕಾಂಗ್ರೆಸ್ ಹೈಕಮಾಂಡ್ ತಕ್ಷಣ ಸ್ಪಷ್ಟನೆ ನೀಡಬೇಕು ಎಂದು ಅವರು ಒತ್ತಾಯಿಸಿದರು. ಡಾ.ಜಿ.ಪರಮೇಶ್ವರ್ ಅವರ ತಂದೆ ಗಂಗಾಧರಯ್ಯ ಅವರು ಅಪ್ಪಟ ಅಂಬೇಡ್ಕರ್ ವಾದಿ. ದಲಿತ ಸಮುದಾಯಕ್ಕೆ ಶಿಕ್ಷಣ ದೊರಕಿಸಬೇಕೆಂಬ ಅಂಬೇಡ್ಕರ್ ಅವರ ಕನಸನ್ನು ಈಡೇರಿಸುವ ನಿಟ್ಟಿನಲ್ಲಿ ಗಂಗಾಧರಯ್ಯ ಅವರು ಸಿದ್ಧಾರ್ಥ ಶಿಕ್ಷಣ ಸಂಸ್ಥೆಯನ್ನು ಆರಂಭಿಸಿದರು. ಡಾ.ಜಿ.ಪರಮೇಶ್ವರ್ ಅವರು ಈ ಸಂಸ್ಥೆಯನ್ನು ಇನ್ನಷ್ಟು ವಿಸ್ತರಿಸಿ ಬೆಳೆಸಿದ್ದಾರೆ. ನಗರದ ಪತ್ರಿಕಾ ಭವನದಲ್ಲಿ ಸುದ್ದಿಗೋಷ್ಠಿ ನಡೆಸಿ ಮಾತನಾಡಿದ ಅವರು, ಇಡಿ ದಾಳಿ ರಾಜಕೀಯ ಪ್ರೇರಿತವಾಗಿದ್ದು ಇದನ್ನು ಖಂಡಿಸುತ್ತೇವೆ. [298,1182,588,1360]
